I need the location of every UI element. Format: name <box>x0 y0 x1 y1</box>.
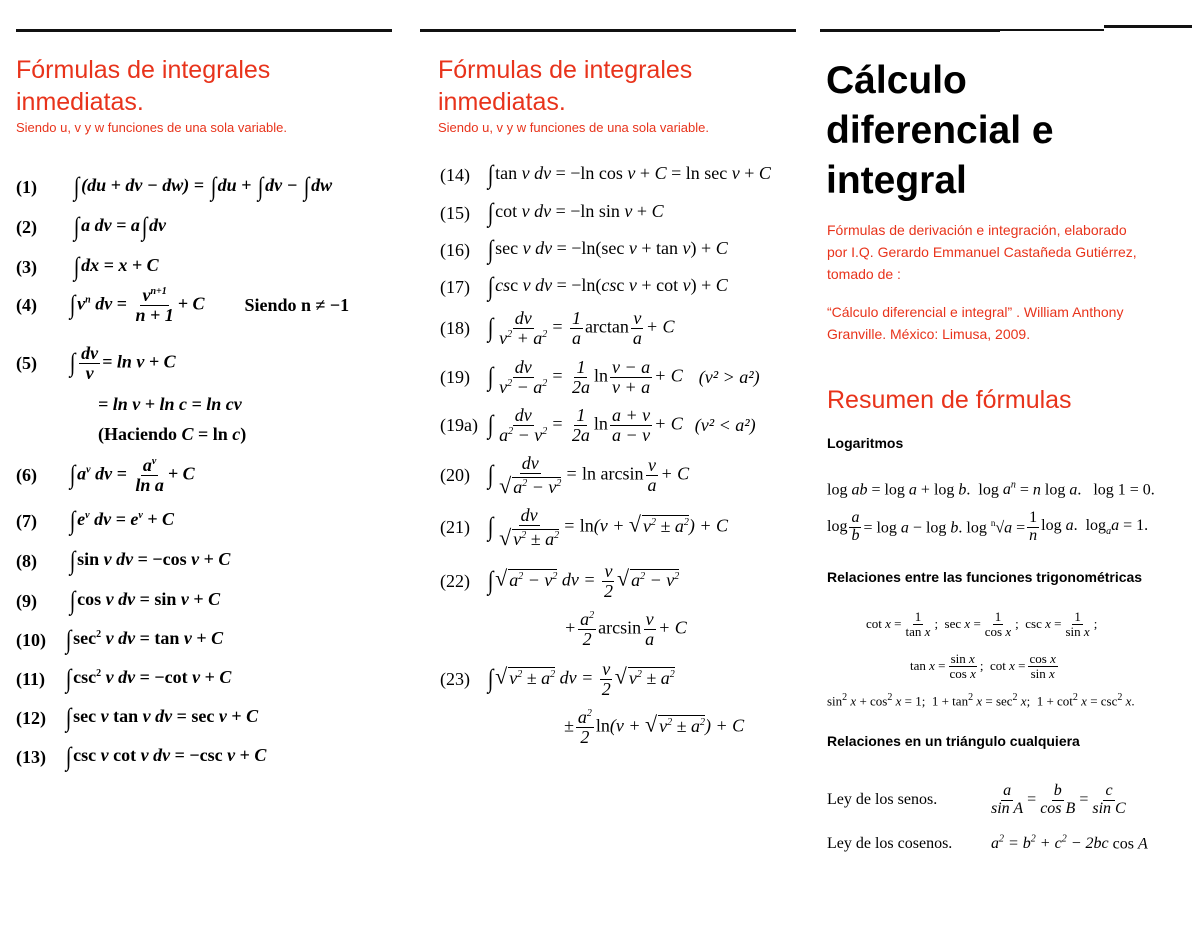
column-right <box>820 0 1192 927</box>
formula-8: (8) ∫sin v dv = −cos v + C <box>16 546 231 575</box>
formula-12: (12) ∫sec v tan v dv = sec v + C <box>16 703 259 732</box>
section-title-line2: inmediatas. <box>16 88 144 116</box>
formula-22-line2: + $\frac{a^2}{2}$ arcsin $\frac{v}{a}$ + C <box>564 609 687 649</box>
log-formulas-row1: log ab = log a + log b. $\log a^n = n$ log a. log 1 = 0. <box>827 480 1155 499</box>
formula-17: (17) ∫csc v dv = −ln(csc v + cot v) + C <box>440 272 728 301</box>
cover-title: Cálculo diferencial e integral <box>826 59 1054 202</box>
formula-6: (6) $\int a^v$ dv = $\frac{a^v}{\text{ln a}}$ + C <box>16 455 195 495</box>
formula-1: (1) ∫(du + dv − dw) = ∫du + ∫dv − ∫dw <box>16 172 333 201</box>
triangle-heading: Relaciones en un triángulo cualquiera <box>827 733 1080 749</box>
formula-18: (18) ∫ $\frac{dv}{v^2 + a^2}$ = $\frac{1}{a}$ arctan $\frac{v}{a}$ + C <box>440 308 675 348</box>
formula-13: (13) ∫csc v cot v dv = −csc v + C <box>16 742 267 771</box>
formula-19a: (19a) ∫ $\frac{dv}{a^2 - v^2}$ = $\frac{1}{2a}$ ln $\frac{a + v}{a - v}$ + C (v² < a²) <box>440 405 756 445</box>
trig-heading: Relaciones entre las funciones trigonométricas <box>827 569 1143 585</box>
formula-5-line2: = ln v + ln c = ln cv <box>98 394 242 414</box>
column-left <box>16 0 390 927</box>
formula-22: (22) ∫√ $a^2 - v^2$ dv = $\frac{v}{2}$ √ $a^2 - v^2$ <box>440 561 680 601</box>
header-block <box>438 54 709 135</box>
formula-19a-condition: (v² < a²) <box>694 414 756 435</box>
formula-7: (7) $\int e^v$ dv = $e^v + C$ <box>16 506 175 535</box>
formula-5: (5) ∫ $\frac{dv}{v}$ = ln v + C <box>16 343 176 383</box>
formula-4-note: Siendo n ≠ −1 <box>244 294 350 315</box>
formula-20: (20) ∫ $\frac{dv}{√ a^2 - v^2}$ = ln arcsin $\frac{v}{a}$ + C <box>440 453 690 498</box>
top-rule-thin <box>1000 29 1104 31</box>
section-subtitle: Siendo u, v y w funciones de una sola variable. <box>438 120 710 135</box>
section-title-line1: Fórmulas de integrales <box>438 56 693 84</box>
top-rule <box>420 29 796 32</box>
law-of-sines: Ley de los senos. $\frac{a}{\text{sin A}}$ = $\frac{b}{\text{cos B}}$ = $\frac{c}{\text{sin C}}$ <box>827 782 1126 817</box>
formula-21: (21) ∫ $\frac{dv}{√ v^2 \pm a^2}$ = ln(v + √ $v^2 \pm a^2) + C$ <box>440 505 729 550</box>
top-rule <box>16 29 392 32</box>
header-block <box>16 54 287 135</box>
formula-15: (15) ∫cot v dv = −ln sin v + C <box>440 198 664 227</box>
log-formulas-row2: log $\frac{a}{b}$ = log a − log b. log $^n$√a = $\frac{1}{n}$ log a. $\log_aa = 1$. <box>827 509 1149 544</box>
formula-9: (9) ∫cos v dv = sin v + C <box>16 586 221 615</box>
credits: Fórmulas de derivación e integración, elaborado por I.Q. Gerardo Emmanuel Castañeda Gutiérrez, tomado de : <box>827 222 1137 282</box>
section-title-line1: Fórmulas de integrales <box>16 56 271 84</box>
law-of-cosines: Ley de los cosenos. $a^2 = b^2 + c^2 - 2bc$ cos A <box>827 834 1148 853</box>
column-middle <box>420 0 796 927</box>
formula-10: (10) $\int\sec^2$ v dv = tan v + C <box>16 625 224 654</box>
trig-row2: tan x = $\frac{\text{sin x}}{\text{cos x}}$ ; cot x = $\frac{\text{cos x}}{\text{sin x}}$ <box>910 651 1056 681</box>
section-subtitle: Siendo u, v y w funciones de una sola variable. <box>16 120 288 135</box>
top-rule <box>820 29 1000 32</box>
formula-4: (4) $\int v^n$ dv = $\frac{v^{n+1}}{n + 1}$ + C Siendo n ≠ −1 <box>16 285 350 325</box>
formula-19-condition: (v² > a²) <box>698 366 760 387</box>
summary-title: Resumen de fórmulas <box>827 386 1072 414</box>
formula-19: (19) ∫ $\frac{dv}{v^2 - a^2}$ = $\frac{1}{2a}$ ln $\frac{v - a}{v + a}$ + C (v² > a²) <box>440 357 760 397</box>
logarithms-heading: Logaritmos <box>827 435 904 451</box>
formula-23-line2: ± $\frac{a^2}{2}$ ln(v + √ $v^2 \pm a^2) + C$ <box>564 707 745 747</box>
formula-11: (11) $\int\csc^2$ v dv = −cot v + C <box>16 664 232 693</box>
formula-23: (23) ∫√ $v^2 \pm a^2$ dv = $\frac{v}{2}$ √ $v^2 \pm a^2$ <box>440 659 675 699</box>
reference: “Cálculo diferencial e integral” . William Anthony Granville. México: Limusa, 2009. <box>827 304 1124 342</box>
formula-16: (16) ∫sec v dv = −ln(sec v + tan v) + C <box>440 235 728 264</box>
formula-5-line3: (Haciendo C = ln c) <box>98 424 247 444</box>
top-rule-raised <box>1104 25 1192 28</box>
section-title-line2: inmediatas. <box>438 88 566 116</box>
formula-14: (14) ∫tan v dv = −ln cos v + C = ln sec v + C <box>440 160 771 189</box>
trig-row1: cot x = $\frac{1}{\text{tan x}}$ ; sec x = $\frac{1}{\text{cos x}}$ ; csc x = $\frac{1}{\text{sin x}}$ ; <box>866 609 1098 639</box>
formula-3: (3) ∫dx = x + C <box>16 252 159 281</box>
trig-row3: $\sin^2 x + \cos^2 x = 1$; $1 + \tan^2 x = \sec^2 x$; $1 + \cot^2 x = \csc^2 x$. <box>827 692 1135 709</box>
formula-2: (2) ∫a dv = a∫dv <box>16 212 166 241</box>
